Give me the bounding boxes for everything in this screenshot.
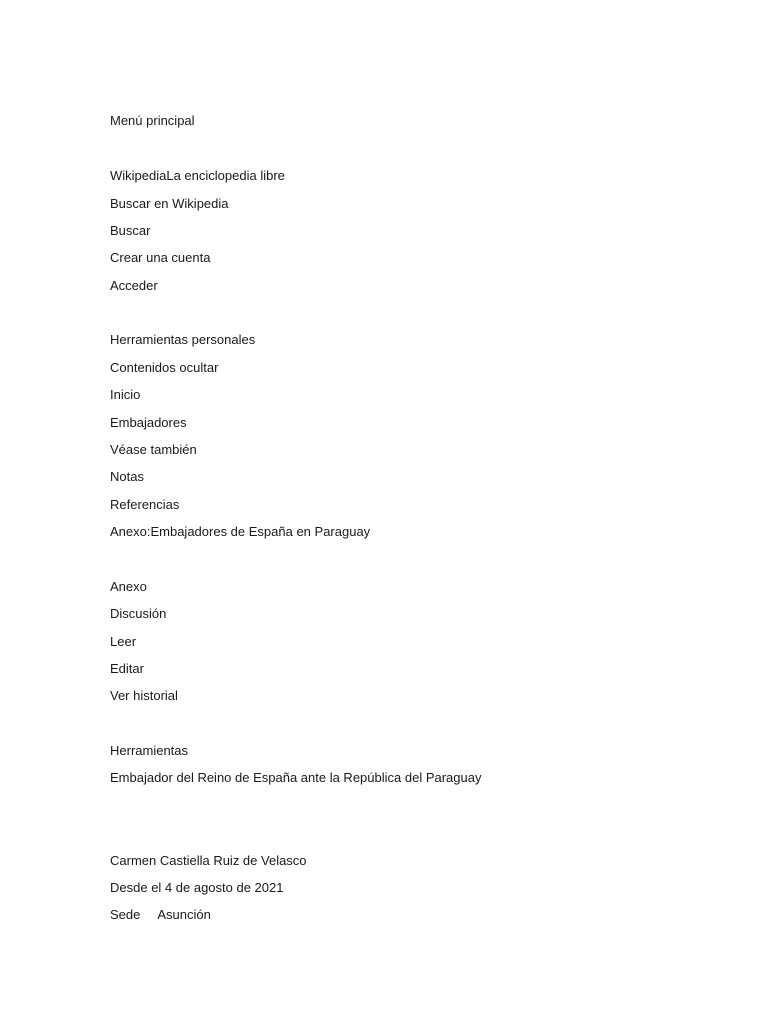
text-contenidos-ocultar: Contenidos ocultar (110, 360, 219, 375)
text-anexo: Anexo (110, 579, 147, 594)
text-embajadores: Embajadores (110, 415, 187, 430)
text-embajador-heading: Embajador del Reino de España ante la República del Paraguay (110, 770, 482, 785)
text-referencias: Referencias (110, 497, 180, 512)
text-menu-principal: Menú principal (110, 113, 195, 128)
text-ambassador-name: Carmen Castiella Ruiz de Velasco (110, 853, 307, 868)
text-discusion: Discusión (110, 606, 167, 621)
sede-label: Sede (110, 907, 141, 922)
sede-value: Asunción (157, 907, 211, 922)
text-vease-tambien: Véase también (110, 442, 197, 457)
text-inicio: Inicio (110, 387, 141, 402)
text-leer: Leer (110, 634, 137, 649)
text-editar: Editar (110, 661, 144, 676)
text-desde-fecha: Desde el 4 de agosto de 2021 (110, 880, 284, 895)
text-notas: Notas (110, 469, 144, 484)
text-acceder: Acceder (110, 278, 158, 293)
text-article-title: Anexo:Embajadores de España en Paraguay (110, 524, 371, 539)
text-wikipedia-logo-line: WikipediaLa enciclopedia libre (110, 168, 285, 183)
text-buscar-en-wikipedia: Buscar en Wikipedia (110, 196, 229, 211)
sede-row (110, 907, 211, 923)
text-buscar: Buscar (110, 223, 151, 238)
text-herramientas: Herramientas (110, 743, 189, 758)
text-herramientas-personales: Herramientas personales (110, 332, 256, 347)
text-ver-historial: Ver historial (110, 688, 178, 703)
text-crear-cuenta: Crear una cuenta (110, 250, 211, 265)
